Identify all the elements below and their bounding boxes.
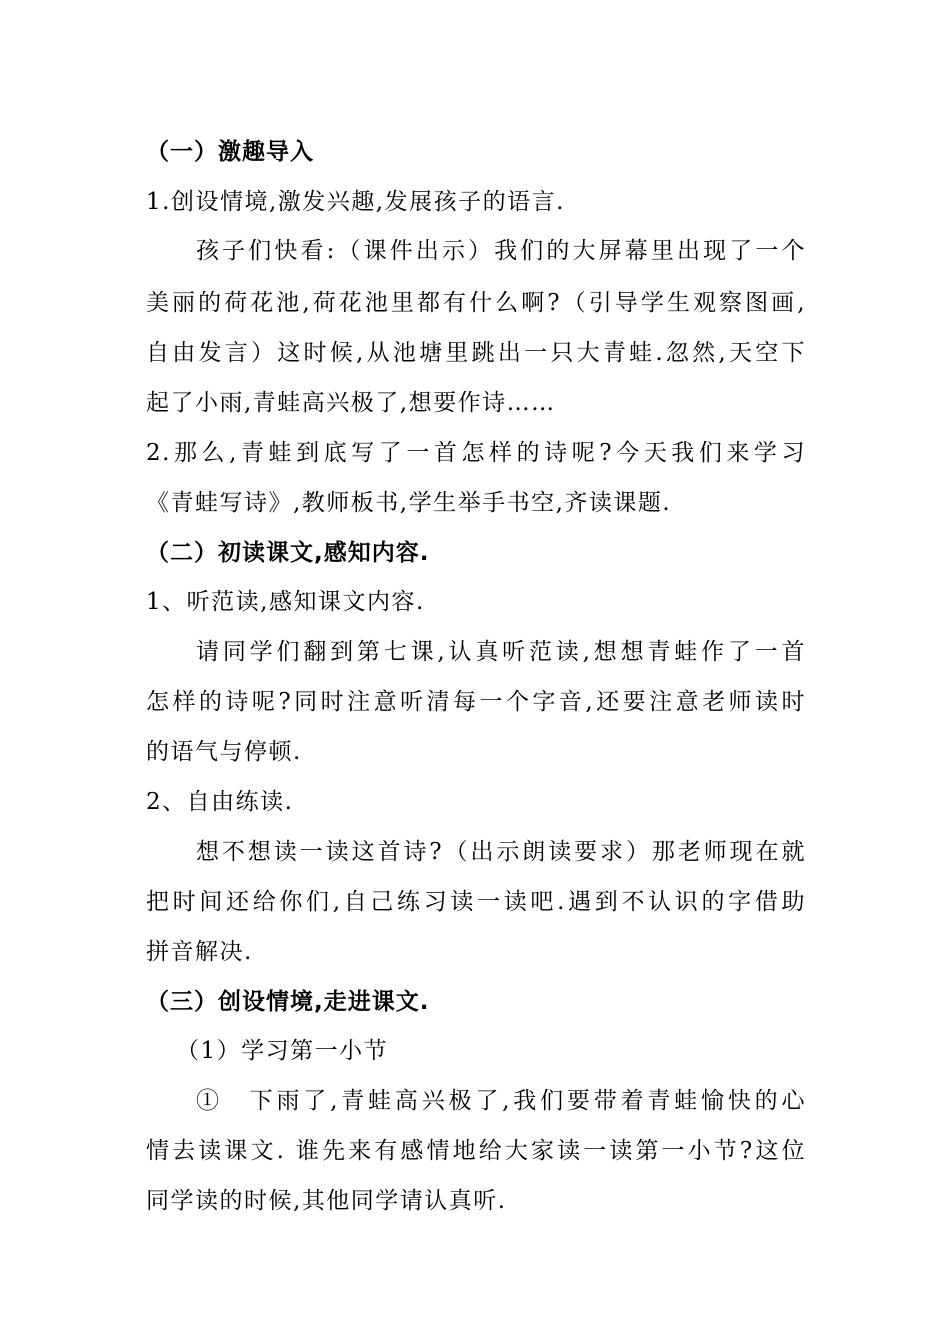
item-title: 2、自由练读. xyxy=(146,789,294,815)
paragraph-line: 把时间还给你们,自己练习读一读吧.遇到不认识的字借助 xyxy=(146,889,806,915)
section-heading-1: （一）激趣导入 xyxy=(146,139,314,165)
section-heading-2: （二）初读课文,感知内容. xyxy=(146,540,430,566)
paragraph-line: 孩子们快看:（课件出示）我们的大屏幕里出现了一个 xyxy=(196,238,806,264)
paragraph-line: 拼音解决. xyxy=(146,939,253,965)
paragraph-line: 2.那么,青蛙到底写了一首怎样的诗呢?今天我们来学习 xyxy=(146,440,806,466)
paragraph-line: 自由发言）这时候,从池塘里跳出一只大青蛙.忽然,天空下 xyxy=(146,340,806,366)
paragraph-line: 起了小雨,青蛙高兴极了,想要作诗…… xyxy=(146,390,556,416)
paragraph-line: 同学读的时候,其他同学请认真听. xyxy=(146,1188,507,1214)
paragraph-line: 情去读课文. 谁先来有感情地给大家读一读第一小节?这位 xyxy=(146,1138,807,1164)
paragraph-line: 的语气与停顿. xyxy=(146,739,302,765)
section-heading-3: （三）创设情境,走进课文. xyxy=(146,989,430,1015)
subsection-title: （1）学习第一小节 xyxy=(176,1038,389,1064)
item-title: 1.创设情境,激发兴趣,发展孩子的语言. xyxy=(146,189,565,215)
paragraph-line: 怎样的诗呢?同时注意听清每一个字音,还要注意老师读时 xyxy=(146,689,806,715)
item-title: 1、听范读,感知课文内容. xyxy=(146,589,425,615)
paragraph-line: ① 下雨了,青蛙高兴极了,我们要带着青蛙愉快的心 xyxy=(196,1088,806,1114)
paragraph-line: 请同学们翻到第七课,认真听范读,想想青蛙作了一首 xyxy=(196,639,806,665)
paragraph-line: 《青蛙写诗》,教师板书,学生举手书空,齐读课题. xyxy=(146,490,672,516)
paragraph-line: 想不想读一读这首诗?（出示朗读要求）那老师现在就 xyxy=(196,839,806,865)
paragraph-line: 美丽的荷花池,荷花池里都有什么啊?（引导学生观察图画, xyxy=(146,290,806,316)
